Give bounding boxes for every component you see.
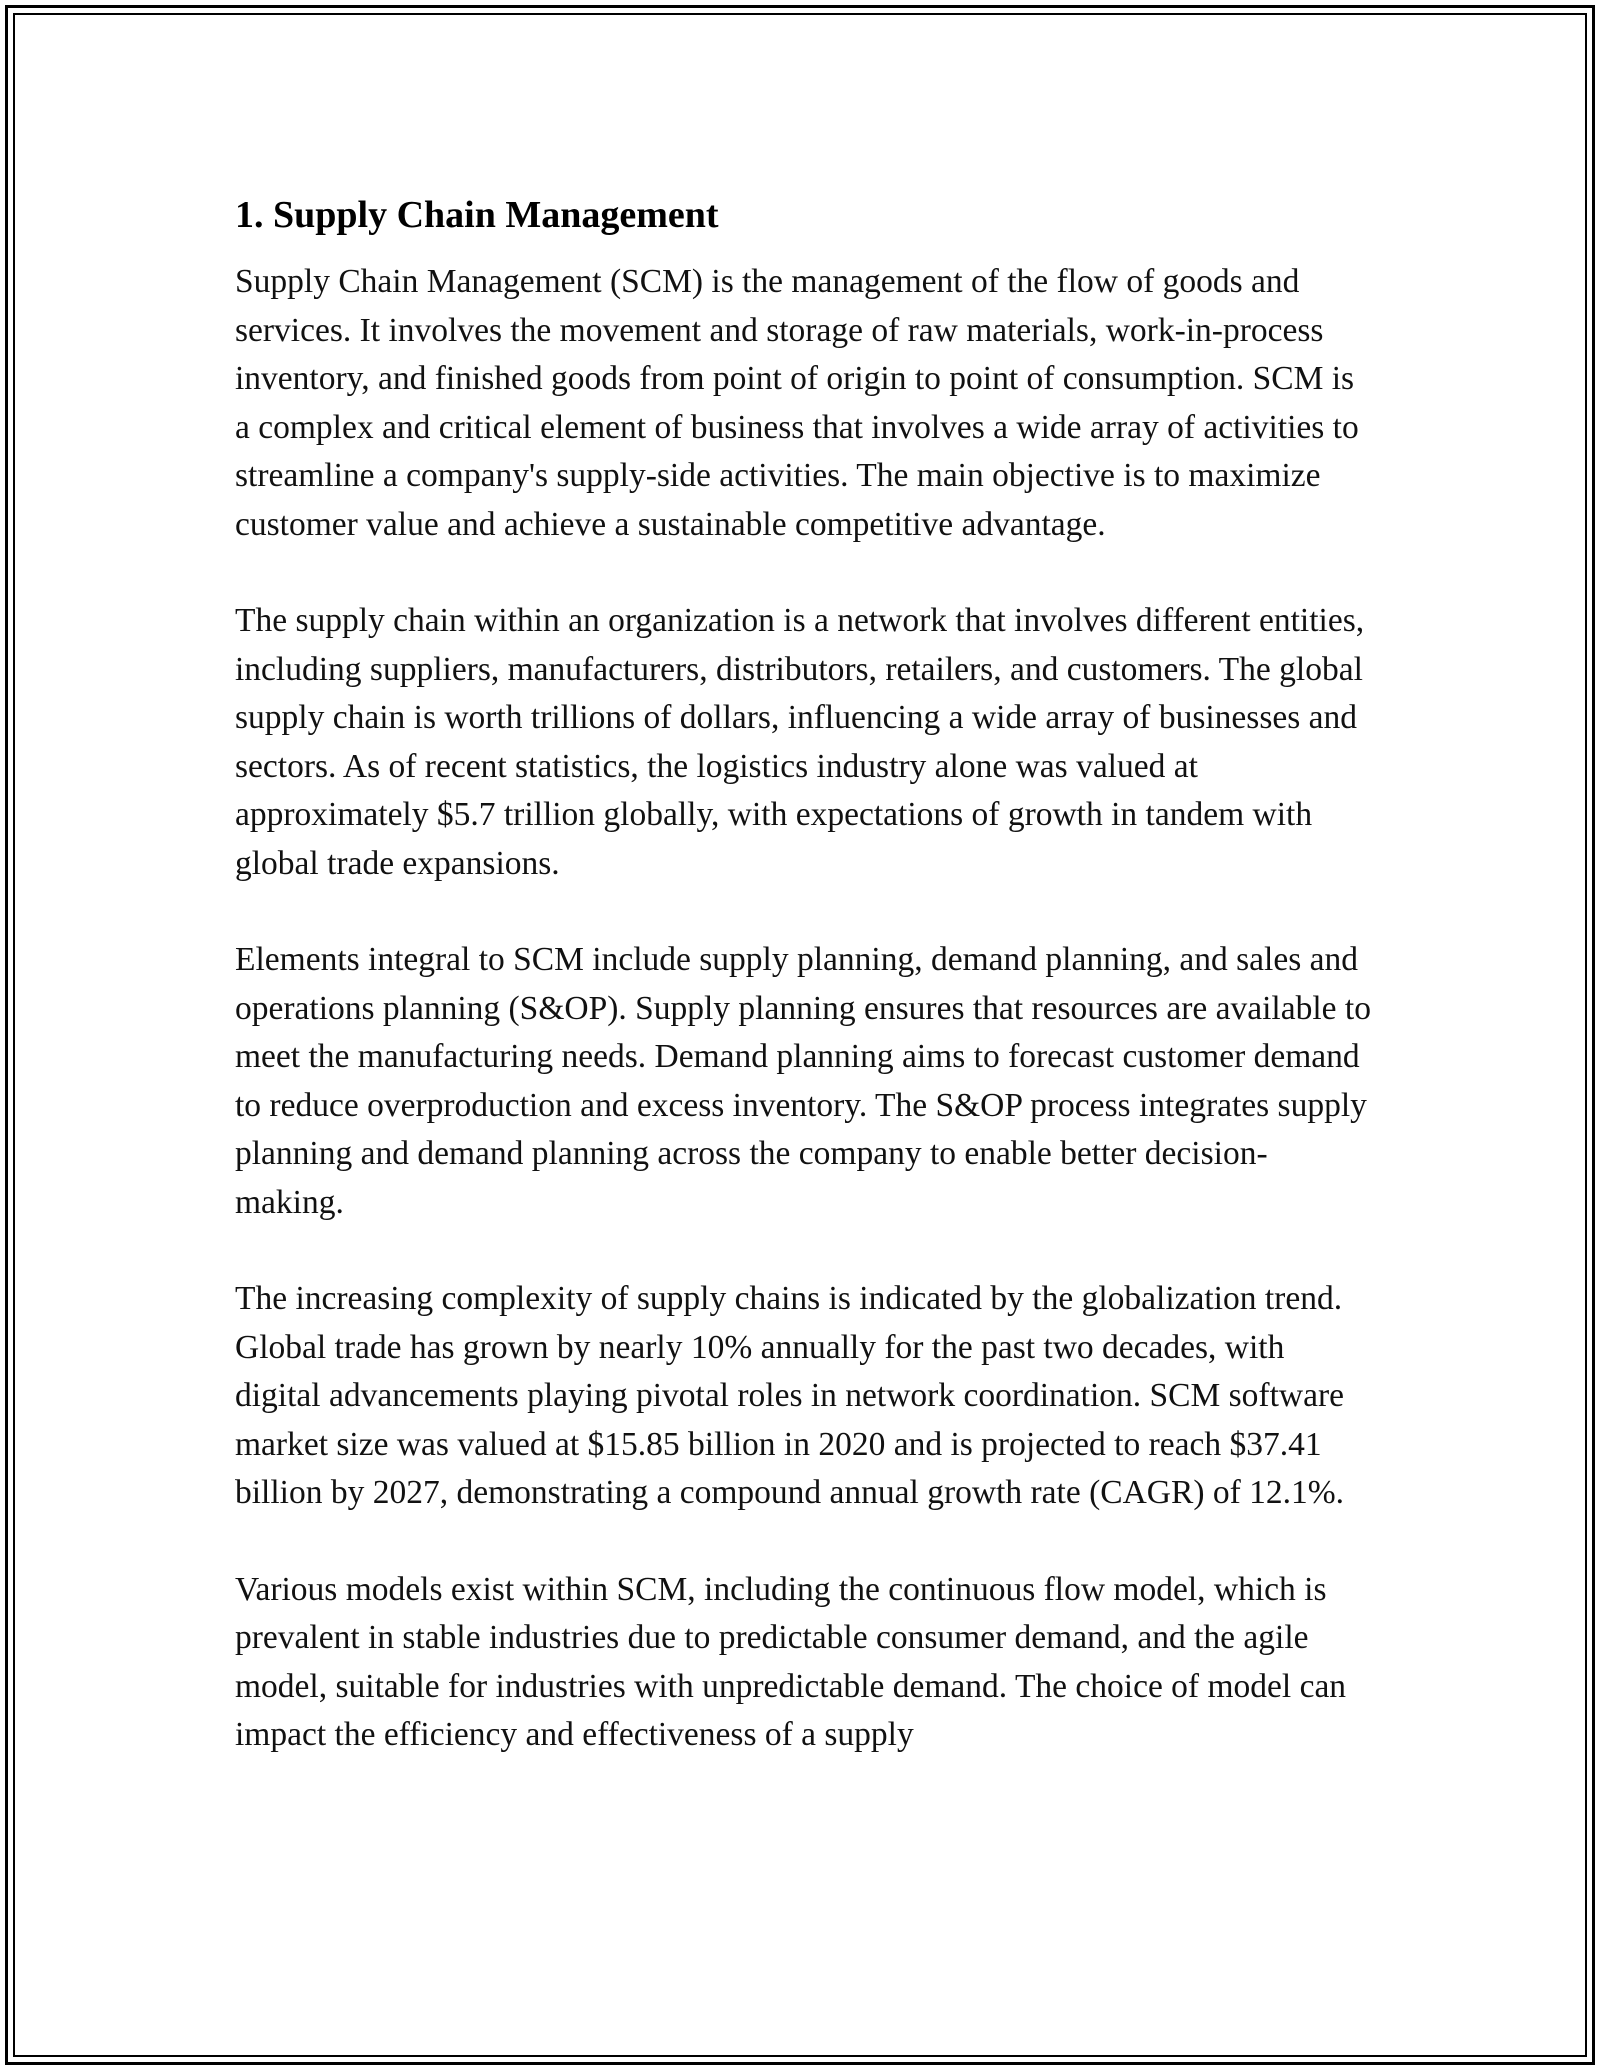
paragraph-scm-elements: Elements integral to SCM include supply planning, demand planning, and sales and operations planning (S&OP). Supply planning ensures that resources are available to meet the manufacturing needs. Demand planning aims to forecast customer demand to reduce overproduction and excess inventory. The S&OP process integrates supply planning and demand planning across the company to enable better decision-making.: [235, 941, 1371, 1221]
paragraph-supply-chain-network: The supply chain within an organization is a network that involves different entities, including suppliers, manufacturers, distributors, retailers, and customers. The global supply chain is worth trillions of dollars, influencing a wide array of businesses and sectors. As of recent statistics, the logistics industry alone was valued at approximately $5.7 trillion globally, with expectations of growth in tandem with global trade expansions.: [235, 602, 1365, 882]
paragraph-scm-definition: Supply Chain Management (SCM) is the management of the flow of goods and services. It involves the movement and storage of raw materials, work-in-process inventory, and finished goods from point of origin to point of consumption. SCM is a complex and critical element of business that involves a wide array of activities to streamline a company's supply-side activities. The main objective is to maximize customer value and achieve a sustainable competitive advantage.: [235, 263, 1359, 543]
section-heading: 1. Supply Chain Management: [235, 194, 719, 236]
paragraph-complexity-growth: The increasing complexity of supply chains is indicated by the globalization trend. Global trade has grown by nearly 10% annually for the past two decades, with digital advancements playing pivotal roles in network coordination. SCM software market size was valued at $15.85 billion in 2020 and is projected to reach $37.41 billion by 2027, demonstrating a compound annual growth rate (CAGR) of 12.1%.: [235, 1280, 1345, 1511]
paragraph-scm-models: Various models exist within SCM, including the continuous flow model, which is prevalent in stable industries due to predictable consumer demand, and the agile model, suitable for industries with unpredictable demand. The choice of model can impact the efficiency and effectiveness of a supply: [235, 1570, 1347, 1753]
document-body: [235, 190, 1375, 1760]
